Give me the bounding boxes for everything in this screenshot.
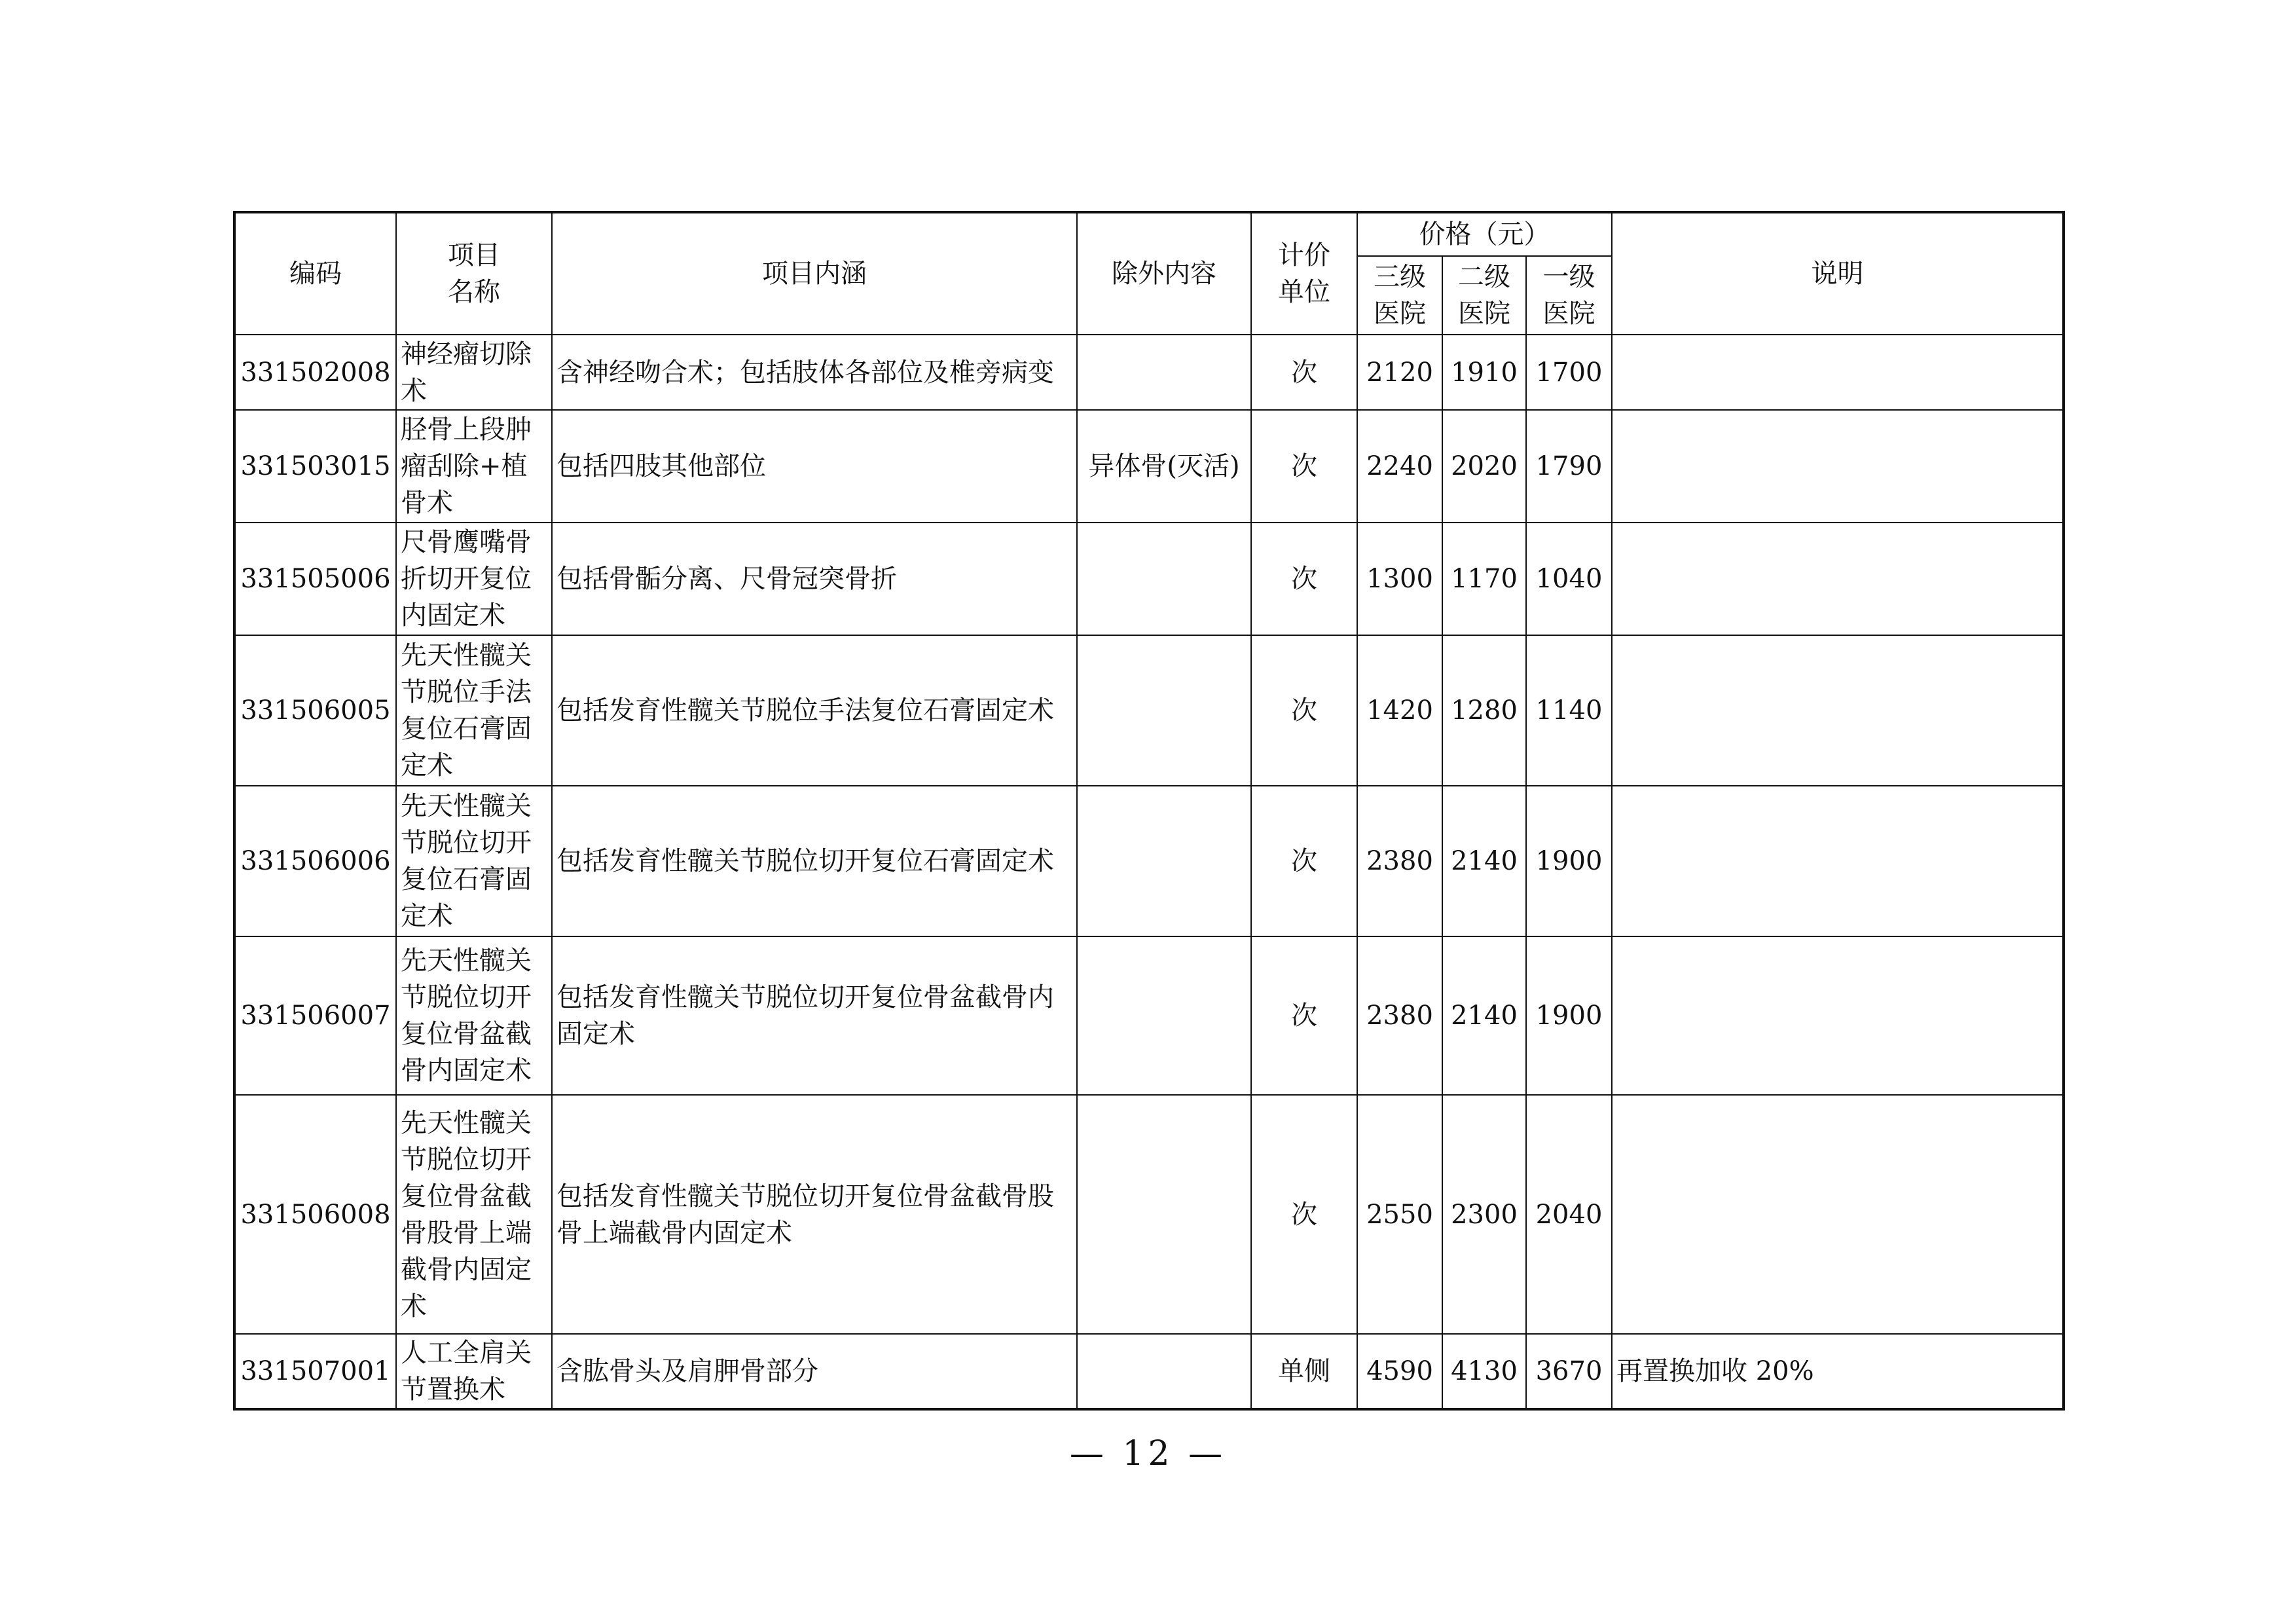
cell-unit: 次 xyxy=(1251,936,1357,1095)
table-row xyxy=(234,523,2064,635)
header-price: 价格（元） xyxy=(1357,212,1612,256)
cell-price-level1: 1900 xyxy=(1526,936,1612,1095)
cell-price-level2: 2140 xyxy=(1442,936,1526,1095)
cell-price-level1: 1900 xyxy=(1526,786,1612,936)
cell-except xyxy=(1077,1334,1251,1409)
header-level3: 三级 医院 xyxy=(1357,256,1442,335)
cell-note xyxy=(1612,335,2064,410)
cell-code: 331506006 xyxy=(234,786,396,936)
header-level1: 一级 医院 xyxy=(1526,256,1612,335)
cell-price-level2: 1170 xyxy=(1442,523,1526,635)
table-row xyxy=(234,635,2064,786)
cell-except xyxy=(1077,335,1251,410)
cell-name: 先天性髋关节脱位切开复位骨盆截骨股骨上端截骨内固定术 xyxy=(396,1095,552,1334)
page-number: — 12 — xyxy=(1069,1434,1227,1473)
cell-price-level3: 2550 xyxy=(1357,1095,1442,1334)
cell-price-level2: 2020 xyxy=(1442,410,1526,523)
cell-price-level3: 1420 xyxy=(1357,635,1442,786)
cell-price-level3: 2380 xyxy=(1357,936,1442,1095)
cell-name: 胫骨上段肿瘤刮除+植骨术 xyxy=(396,410,552,523)
cell-price-level2: 1910 xyxy=(1442,335,1526,410)
cell-note xyxy=(1612,635,2064,786)
cell-price-level1: 3670 xyxy=(1526,1334,1612,1409)
cell-price-level1: 1700 xyxy=(1526,335,1612,410)
price-table xyxy=(233,211,2065,1411)
header-unit: 计价 单位 xyxy=(1251,212,1357,335)
cell-code: 331506008 xyxy=(234,1095,396,1334)
cell-except xyxy=(1077,635,1251,786)
cell-unit: 次 xyxy=(1251,335,1357,410)
cell-unit: 单侧 xyxy=(1251,1334,1357,1409)
cell-price-level1: 1140 xyxy=(1526,635,1612,786)
cell-price-level3: 4590 xyxy=(1357,1334,1442,1409)
cell-code: 331505006 xyxy=(234,523,396,635)
cell-note xyxy=(1612,936,2064,1095)
cell-name: 尺骨鹰嘴骨折切开复位内固定术 xyxy=(396,523,552,635)
cell-name: 先天性髋关节脱位切开复位骨盆截骨内固定术 xyxy=(396,936,552,1095)
header-name: 项目 名称 xyxy=(396,212,552,335)
table-row xyxy=(234,936,2064,1095)
header-row xyxy=(234,212,2064,256)
cell-unit: 次 xyxy=(1251,523,1357,635)
header-level2: 二级 医院 xyxy=(1442,256,1526,335)
table-body xyxy=(234,335,2064,1409)
cell-code: 331502008 xyxy=(234,335,396,410)
cell-unit: 次 xyxy=(1251,410,1357,523)
table-row xyxy=(234,1095,2064,1334)
cell-content: 含肱骨头及肩胛骨部分 xyxy=(552,1334,1077,1409)
cell-price-level2: 4130 xyxy=(1442,1334,1526,1409)
document-page xyxy=(233,211,2062,1411)
cell-note xyxy=(1612,410,2064,523)
cell-note xyxy=(1612,1095,2064,1334)
header-note: 说明 xyxy=(1612,212,2064,335)
cell-price-level2: 1280 xyxy=(1442,635,1526,786)
cell-price-level1: 1040 xyxy=(1526,523,1612,635)
cell-note xyxy=(1612,523,2064,635)
cell-name: 先天性髋关节脱位手法复位石膏固定术 xyxy=(396,635,552,786)
header-except: 除外内容 xyxy=(1077,212,1251,335)
cell-unit: 次 xyxy=(1251,635,1357,786)
cell-except xyxy=(1077,1095,1251,1334)
table-row xyxy=(234,335,2064,410)
table-row xyxy=(234,1334,2064,1409)
cell-name: 先天性髋关节脱位切开复位石膏固定术 xyxy=(396,786,552,936)
cell-code: 331507001 xyxy=(234,1334,396,1409)
cell-except xyxy=(1077,936,1251,1095)
cell-price-level3: 2120 xyxy=(1357,335,1442,410)
table-row xyxy=(234,786,2064,936)
cell-content: 含神经吻合术；包括肢体各部位及椎旁病变 xyxy=(552,335,1077,410)
cell-name: 神经瘤切除术 xyxy=(396,335,552,410)
cell-price-level3: 2380 xyxy=(1357,786,1442,936)
cell-content: 包括发育性髋关节脱位切开复位石膏固定术 xyxy=(552,786,1077,936)
cell-price-level1: 1790 xyxy=(1526,410,1612,523)
cell-content: 包括四肢其他部位 xyxy=(552,410,1077,523)
table-row xyxy=(234,410,2064,523)
cell-price-level2: 2140 xyxy=(1442,786,1526,936)
cell-content: 包括骨骺分离、尺骨冠突骨折 xyxy=(552,523,1077,635)
cell-price-level1: 2040 xyxy=(1526,1095,1612,1334)
cell-except: 异体骨(灭活) xyxy=(1077,410,1251,523)
cell-content: 包括发育性髋关节脱位切开复位骨盆截骨内固定术 xyxy=(552,936,1077,1095)
cell-name: 人工全肩关节置换术 xyxy=(396,1334,552,1409)
cell-price-level2: 2300 xyxy=(1442,1095,1526,1334)
header-content: 项目内涵 xyxy=(552,212,1077,335)
cell-except xyxy=(1077,523,1251,635)
cell-code: 331503015 xyxy=(234,410,396,523)
header-code: 编码 xyxy=(234,212,396,335)
cell-content: 包括发育性髋关节脱位手法复位石膏固定术 xyxy=(552,635,1077,786)
cell-code: 331506007 xyxy=(234,936,396,1095)
cell-price-level3: 1300 xyxy=(1357,523,1442,635)
cell-price-level3: 2240 xyxy=(1357,410,1442,523)
cell-unit: 次 xyxy=(1251,786,1357,936)
cell-note: 再置换加收 20% xyxy=(1612,1334,2064,1409)
cell-note xyxy=(1612,786,2064,936)
cell-unit: 次 xyxy=(1251,1095,1357,1334)
cell-except xyxy=(1077,786,1251,936)
cell-content: 包括发育性髋关节脱位切开复位骨盆截骨股骨上端截骨内固定术 xyxy=(552,1095,1077,1334)
cell-code: 331506005 xyxy=(234,635,396,786)
